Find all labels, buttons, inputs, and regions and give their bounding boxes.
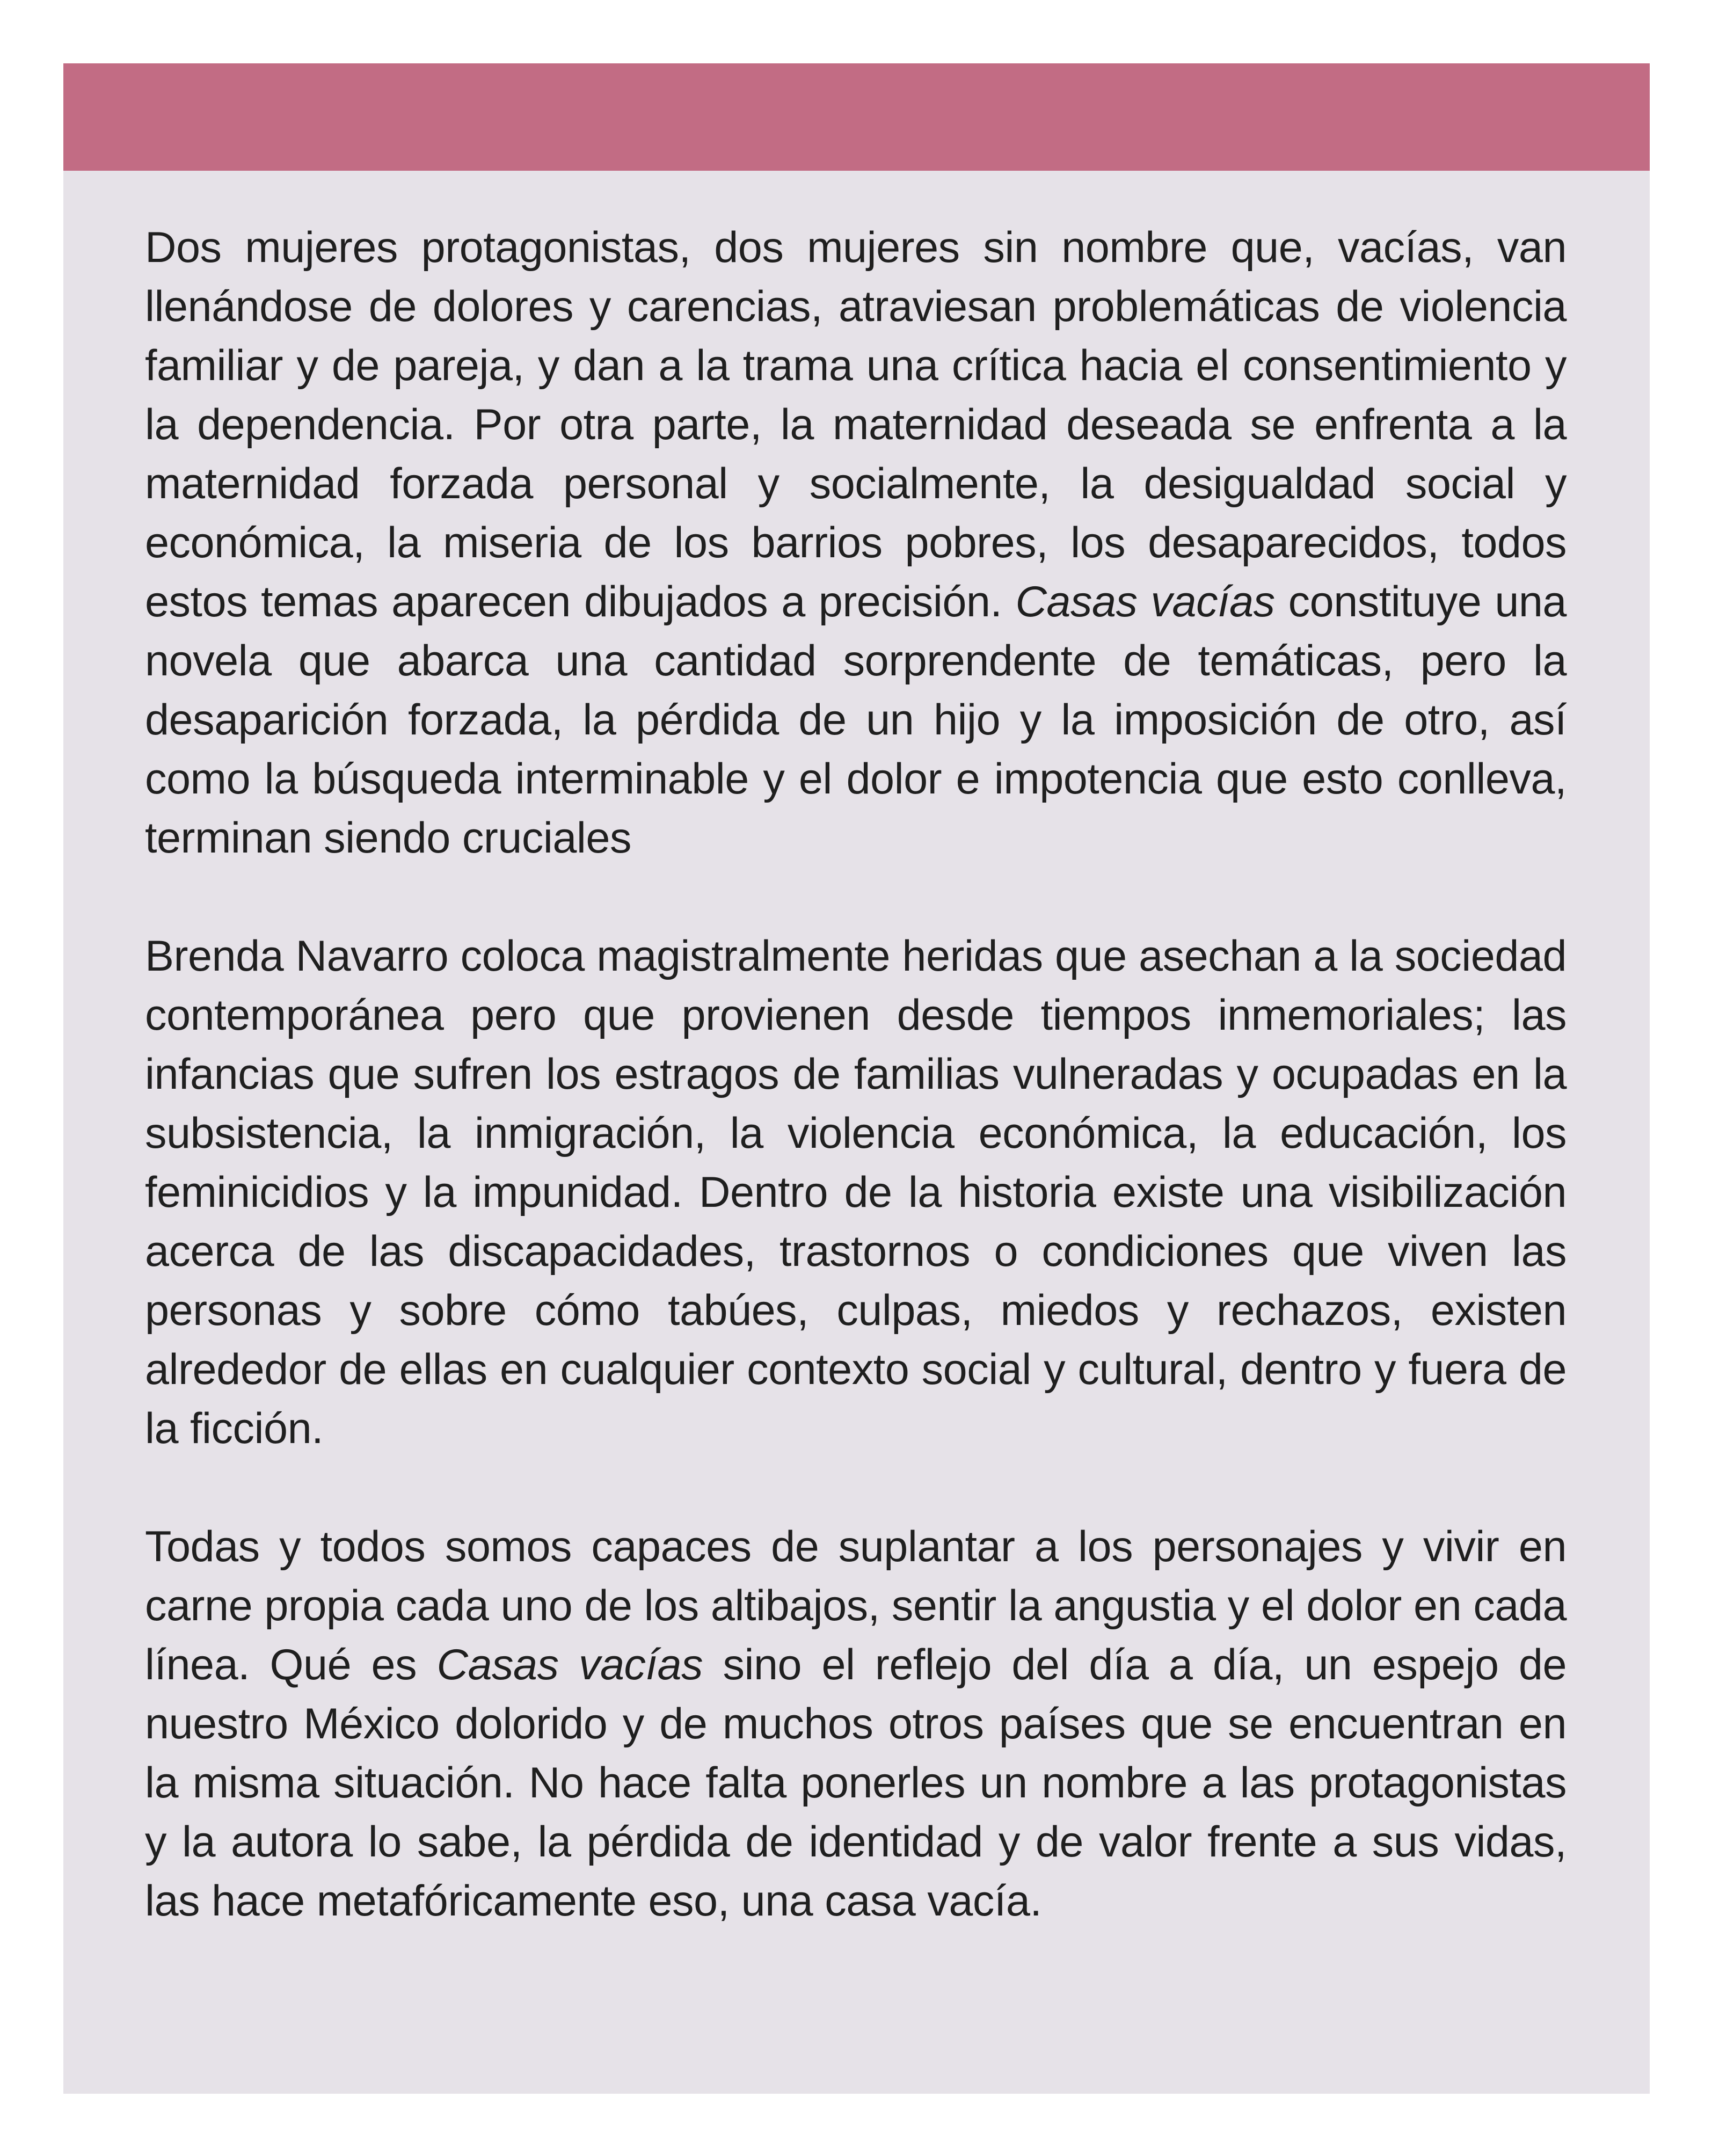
paragraph-1-segment-1: Dos mujeres protagonistas, dos mujeres sin nombre que, vacías, van llenándose de dolores y carencias, atraviesan problemáticas de violencia familiar y de pareja, y dan a la trama una crítica hacia el consentimiento y la dependencia. Por otra parte, la maternidad deseada se enfrenta a la maternidad forzada personal y socialmente, la desigualdad social y económica, la miseria de los barrios pobres, los desaparecidos, todos estos temas aparecen dibujados a precisión. <box>145 223 1567 626</box>
article-body <box>145 218 1567 1931</box>
paragraph-1 <box>145 218 1567 868</box>
paragraph-3-segment-1: Todas y todos somos capaces de suplantar a los personajes y vivir en carne propia cada uno de los altibajos, sentir la angustia y el dolor en cada línea. Qué es <box>145 1523 1567 1689</box>
page-panel <box>63 63 1650 2094</box>
paragraph-3 <box>145 1517 1567 1931</box>
paragraph-1-segment-3: constituye una novela que abarca una cantidad sorprendente de temáticas, pero la desaparición forzada, la pérdida de un hijo y la imposición de otro, así como la búsqueda interminable y el dolor e impotencia que esto conlleva, terminan siendo cruciales <box>145 578 1567 862</box>
paragraph-2-segment-1: Brenda Navarro coloca magistralmente heridas que asechan a la sociedad contemporánea pero que provienen desde tiempos inmemoriales; las infancias que sufren los estragos de familias vulneradas y ocupadas en la subsistencia, la inmigración, la violencia económica, la educación, los feminicidios y la impunidad. Dentro de la historia existe una visibilización acerca de las discapacidades, trastornos o condiciones que viven las personas y sobre cómo tabúes, culpas, miedos y rechazos, existen alrededor de ellas en cualquier contexto social y cultural, dentro y fuera de la ficción. <box>145 932 1567 1453</box>
book-title: Casas vacías <box>436 1641 703 1689</box>
paragraph-2 <box>145 927 1567 1458</box>
paragraph-3-segment-3: sino el reflejo del día a día, un espejo de nuestro México dolorido y de muchos otros países que se encuentran en la misma situación. No hace falta ponerles un nombre a las protagonistas y la autora lo sabe, la pérdida de identidad y de valor frente a sus vidas, las hace metafóricamente eso, una casa vacía. <box>145 1641 1567 1925</box>
header-band <box>63 63 1650 171</box>
book-title: Casas vacías <box>1015 578 1275 626</box>
